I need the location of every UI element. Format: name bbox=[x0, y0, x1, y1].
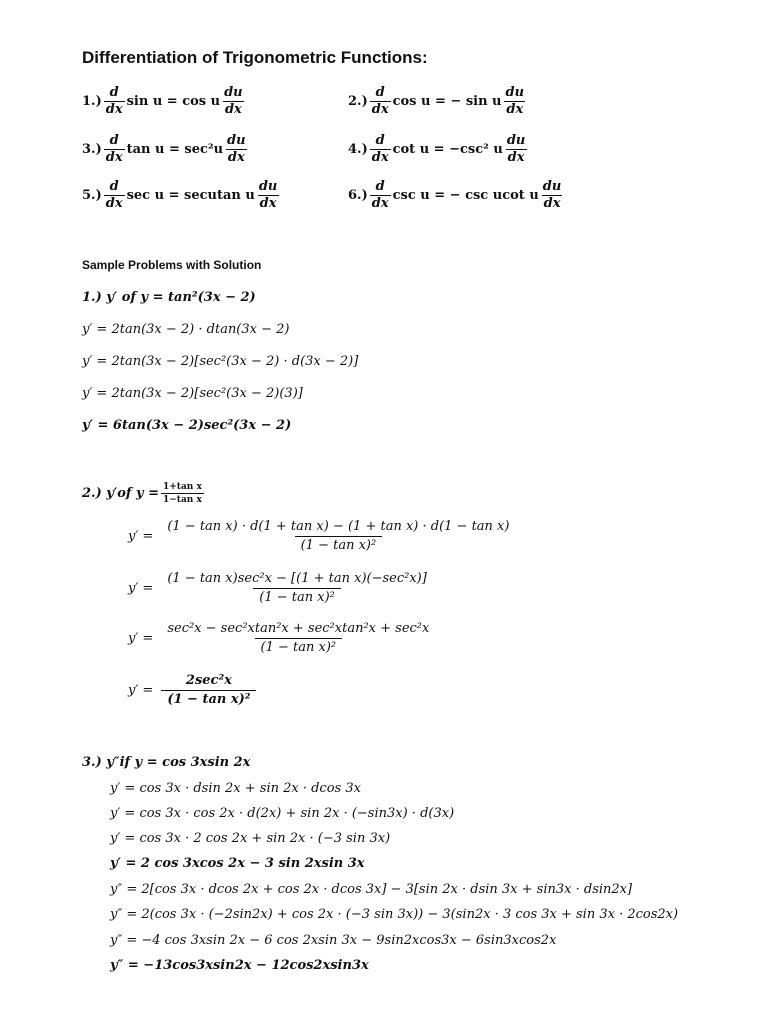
formula-3 bbox=[82, 134, 250, 165]
derivative-operator: $\frac{d}{dx}$ bbox=[371, 133, 389, 165]
problem-1-result: y′ = 6tan(3x − 2)sec²(3x − 2) bbox=[82, 418, 292, 433]
derivative-operator: $\frac{d}{dx}$ bbox=[371, 179, 389, 211]
problem-1-step: y′ = 2tan(3x − 2) · dtan(3x − 2) bbox=[82, 322, 290, 337]
heading-fraction: $\frac{\text{1+tan x}}{\text{1−tan x}}$ bbox=[163, 482, 202, 505]
problem-3-step: y′ = 2 cos 3xcos 2x − 3 sin 2xsin 3x bbox=[110, 856, 365, 871]
formula-label: 5.) bbox=[82, 188, 102, 203]
section-heading: Sample Problems with Solution bbox=[82, 258, 262, 272]
formula-6 bbox=[348, 180, 565, 211]
page-title: Differentiation of Trigonometric Functions: bbox=[82, 48, 428, 67]
problem-3-step: y′ = cos 3x · cos 2x · d(2x) + sin 2x · (−sin3x) · d(3x) bbox=[110, 806, 455, 821]
formula-label: 3.) bbox=[82, 142, 102, 157]
problem-2-step: y′ = $\frac{\text{(1 − tan x)sec²x − [(1 + tan x)(−sec²x)]}}{\text{(1 − tan x)²}}$ bbox=[128, 571, 427, 605]
du-dx-fraction: $\frac{du}{dx}$ bbox=[227, 133, 246, 165]
formula-body: sin u = cos u bbox=[126, 94, 221, 109]
derivative-operator: $\frac{d}{dx}$ bbox=[371, 85, 389, 117]
formula-body: cos u = − sin u bbox=[392, 94, 502, 109]
problem-3-result: y″ = −13cos3xsin2x − 12cos2xsin3x bbox=[110, 958, 369, 973]
formula-5 bbox=[82, 180, 281, 211]
derivative-operator: $\frac{d}{dx}$ bbox=[105, 133, 123, 165]
derivative-operator: $\frac{d}{dx}$ bbox=[105, 85, 123, 117]
du-dx-fraction: $\frac{du}{dx}$ bbox=[506, 133, 526, 165]
formula-4 bbox=[348, 134, 529, 165]
formula-label: 2.) bbox=[348, 94, 368, 109]
formula-label: 4.) bbox=[348, 142, 368, 157]
problem-3-step: y′ = cos 3x · dsin 2x + sin 2x · dcos 3x bbox=[110, 781, 361, 796]
problem-2-heading: 2.) y′of y = $\frac{\text{1+tan x}}{\text{1−tan x}}$ bbox=[82, 482, 202, 505]
problem-3-heading: 3.) y″if y = cos 3xsin 2x bbox=[82, 755, 251, 770]
problem-3-step: y″ = 2[cos 3x · dcos 2x + cos 2x · dcos 3x] − 3[sin 2x · dsin 3x + sin3x · dsin2x] bbox=[110, 882, 633, 897]
formula-1 bbox=[82, 86, 247, 117]
problem-3-step: y′ = cos 3x · 2 cos 2x + sin 2x · (−3 sin 3x) bbox=[110, 831, 391, 846]
formula-label: 1.) bbox=[82, 94, 102, 109]
formula-body: csc u = − csc ucot u bbox=[392, 188, 539, 203]
formula-2 bbox=[348, 86, 528, 117]
problem-2-step: y′ = $\frac{\text{sec²x − sec²xtan²x + sec²xtan²x + sec²x}}{\text{(1 − tan x)²}}$ bbox=[128, 621, 430, 655]
problem-1-heading: 1.) y′ of y = tan²(3x − 2) bbox=[82, 290, 256, 305]
derivative-operator: $\frac{d}{dx}$ bbox=[105, 179, 123, 211]
problem-2-step: y′ = $\frac{\text{(1 − tan x) · d(1 + tan x) − (1 + tan x) · d(1 − tan x)}}{\text{(1 − tan x)²}}$ bbox=[128, 519, 510, 553]
problem-1-step: y′ = 2tan(3x − 2)[sec²(3x − 2)(3)] bbox=[82, 386, 303, 401]
du-dx-fraction: $\frac{du}{dx}$ bbox=[258, 179, 278, 211]
du-dx-fraction: $\frac{du}{dx}$ bbox=[542, 179, 562, 211]
formula-label: 6.) bbox=[348, 188, 368, 203]
formula-body: tan u = sec²u bbox=[126, 142, 224, 157]
problem-3-step: y″ = −4 cos 3xsin 2x − 6 cos 2xsin 3x − 9sin2xcos3x − 6sin3xcos2x bbox=[110, 933, 557, 948]
problem-3-step: y″ = 2(cos 3x · (−2sin2x) + cos 2x · (−3 sin 3x)) − 3(sin2x · 3 cos 3x + sin 3x · 2cos2x) bbox=[110, 907, 679, 922]
formula-body: sec u = secutan u bbox=[126, 188, 255, 203]
du-dx-fraction: $\frac{du}{dx}$ bbox=[224, 85, 243, 117]
formula-body: cot u = −csc² u bbox=[392, 142, 503, 157]
problem-2-result: y′ = $\frac{\text{2sec²x}}{\text{(1 − tan x)²}}$ bbox=[128, 672, 258, 709]
problem-1-step: y′ = 2tan(3x − 2)[sec²(3x − 2) · d(3x − 2)] bbox=[82, 354, 359, 369]
du-dx-fraction: $\frac{du}{dx}$ bbox=[505, 85, 525, 117]
